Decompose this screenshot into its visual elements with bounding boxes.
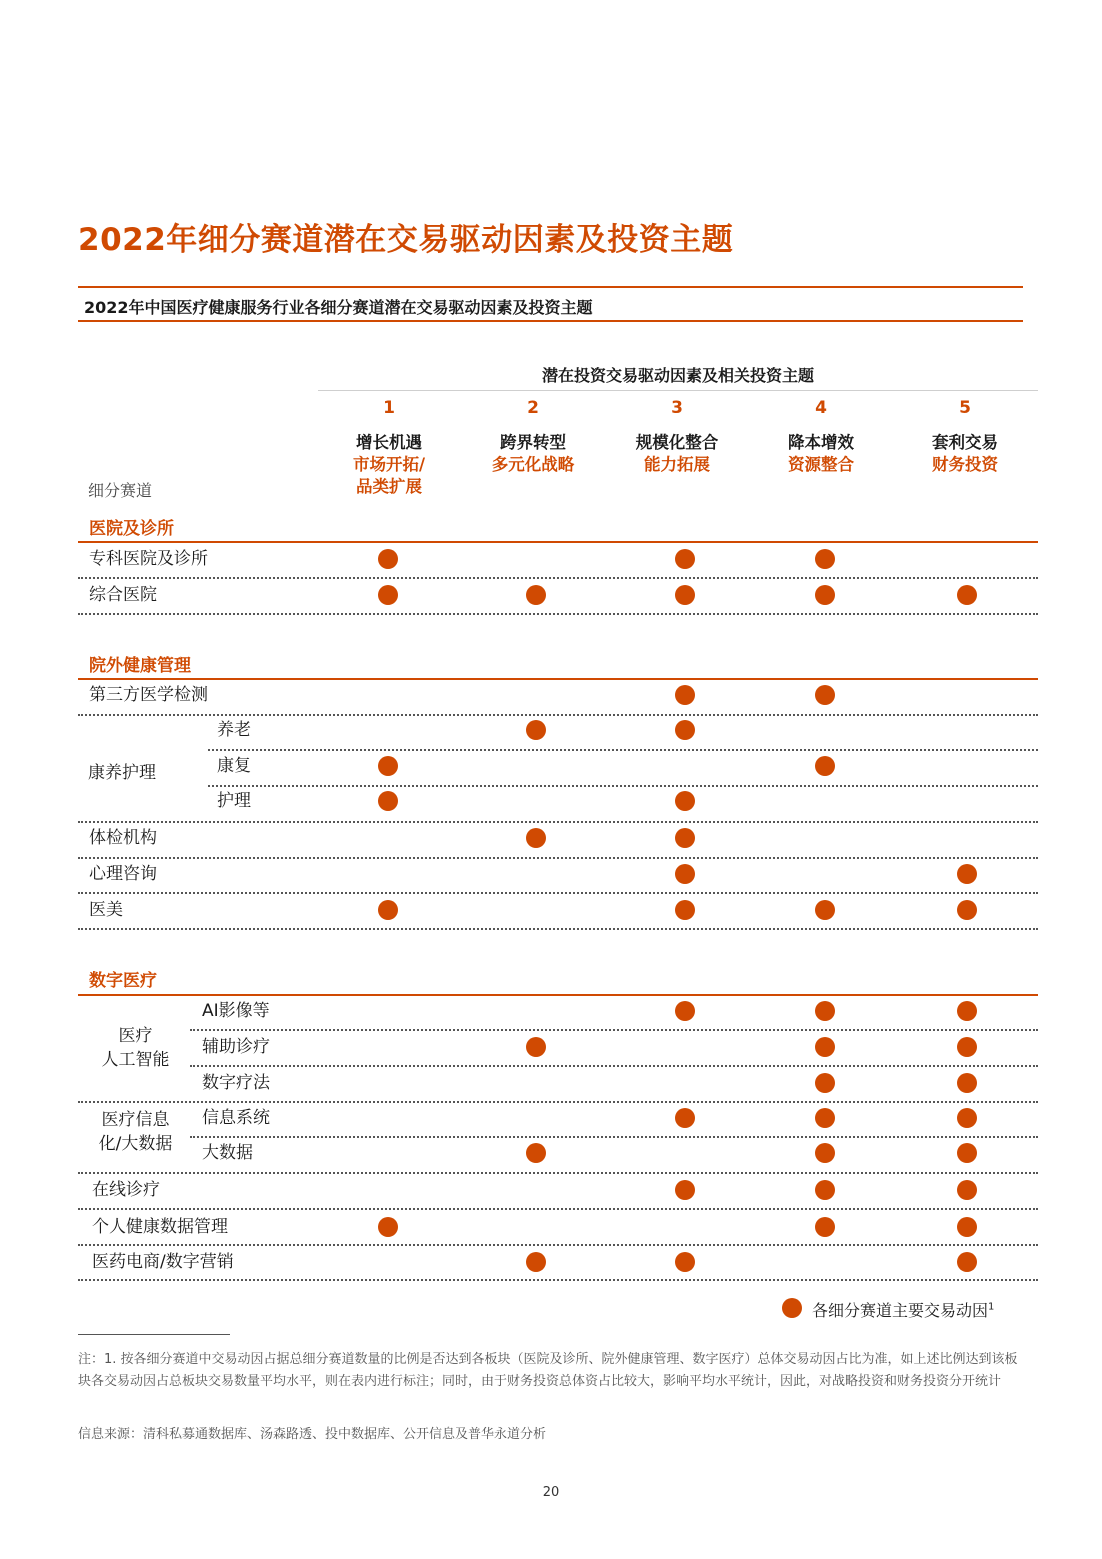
legend-label xyxy=(812,1298,994,1321)
page-number: 20 xyxy=(542,1485,560,1500)
driver-mark-dot xyxy=(957,1180,977,1200)
row-divider xyxy=(78,714,1038,716)
footnote-separator xyxy=(78,1334,230,1335)
driver-mark-dot xyxy=(675,828,695,848)
driver-mark-dot xyxy=(957,1143,977,1163)
driver-mark-dot xyxy=(815,585,835,605)
row-divider xyxy=(78,1101,1038,1103)
driver-mark-dot xyxy=(957,1037,977,1057)
driver-mark-dot xyxy=(815,1108,835,1128)
driver-mark-dot xyxy=(815,1037,835,1057)
driver-mark-dot xyxy=(675,720,695,740)
column-subtitle: 资源整合 xyxy=(788,455,854,474)
subtitle-bottom-rule xyxy=(78,320,1023,322)
driver-mark-dot xyxy=(675,864,695,884)
driver-mark-dot xyxy=(378,1217,398,1237)
table-subtitle: 2022年中国医疗健康服务行业各细分赛道潜在交易驱动因素及投资主题 xyxy=(84,298,593,317)
column-group-rule xyxy=(318,390,1038,391)
driver-mark-dot xyxy=(815,1180,835,1200)
group-label-kangyang: 康养护理 xyxy=(88,763,156,783)
driver-mark-dot xyxy=(957,1252,977,1272)
row-label: 体检机构 xyxy=(89,828,157,848)
column-subtitle: 能力拓展 xyxy=(644,455,710,474)
column-subtitle: 多元化战略 xyxy=(491,455,575,474)
column-number: 4 xyxy=(815,398,827,418)
column-subtitle: 市场开拓/ xyxy=(352,455,426,474)
group-label-line: 医疗信息 xyxy=(101,1110,170,1130)
row-label: 数字疗法 xyxy=(202,1073,270,1093)
driver-mark-dot xyxy=(378,900,398,920)
group-label-line: 医疗 xyxy=(118,1026,153,1046)
row-divider xyxy=(78,1172,1038,1174)
row-divider xyxy=(208,785,1038,787)
row-divider xyxy=(208,749,1038,751)
driver-mark-dot xyxy=(675,1001,695,1021)
driver-mark-dot xyxy=(675,1180,695,1200)
driver-mark-dot xyxy=(526,1252,546,1272)
row-divider xyxy=(190,1065,1038,1067)
row-label: 医美 xyxy=(89,900,123,920)
column-header-3 xyxy=(612,398,742,476)
driver-mark-dot xyxy=(675,549,695,569)
row-header-label: 细分赛道 xyxy=(88,481,153,500)
row-label: 第三方医学检测 xyxy=(89,685,208,705)
row-label: 康复 xyxy=(217,756,251,776)
driver-mark-dot xyxy=(675,1252,695,1272)
footnote-text: 注：1. 按各细分赛道中交易动因占据总细分赛道数量的比例是否达到各板块（医院及诊所、院外健康管理、数字医疗）总体交易动因占比为准，如上述比例达到该板块各交易动因占总板块交易数量平均水平，则在表内进行标注；同时，由于财务投资总体资占比较大，影响平均水平统计，因此，对战略投资和财务投资分开统计 xyxy=(78,1352,1018,1389)
driver-mark-dot xyxy=(815,756,835,776)
row-label: 辅助诊疗 xyxy=(202,1037,270,1057)
column-header-1 xyxy=(324,398,454,498)
section-digital-health: 数字医疗 xyxy=(89,971,157,991)
section-hospitals: 医院及诊所 xyxy=(89,519,174,539)
column-number: 5 xyxy=(959,398,971,418)
column-subtitle: 财务投资 xyxy=(932,455,998,474)
column-header-2 xyxy=(468,398,598,476)
row-label: AI影像等 xyxy=(202,1001,270,1021)
section-rule xyxy=(78,541,1038,543)
section-outpatient-health: 院外健康管理 xyxy=(89,656,191,676)
row-divider xyxy=(78,577,1038,579)
column-header-5 xyxy=(900,398,1030,476)
driver-mark-dot xyxy=(957,585,977,605)
column-title: 降本增效 xyxy=(788,433,854,452)
column-number: 1 xyxy=(383,398,395,418)
source-text: 信息来源：清科私募通数据库、汤森路透、投中数据库、公开信息及普华永道分析 xyxy=(78,1427,547,1442)
group-label-medical-ai xyxy=(88,1024,183,1072)
row-label: 养老 xyxy=(217,720,251,740)
driver-mark-dot xyxy=(815,1073,835,1093)
row-label: 在线诊疗 xyxy=(92,1180,160,1200)
column-title: 规模化整合 xyxy=(635,433,719,452)
row-label: 专科医院及诊所 xyxy=(89,549,208,569)
driver-mark-dot xyxy=(815,685,835,705)
row-divider xyxy=(78,821,1038,823)
column-title: 跨界转型 xyxy=(500,433,566,452)
section-rule xyxy=(78,994,1038,996)
row-divider xyxy=(190,1136,1038,1138)
driver-mark-dot xyxy=(815,900,835,920)
row-label: 个人健康数据管理 xyxy=(92,1217,228,1237)
driver-mark-dot xyxy=(815,1001,835,1021)
driver-mark-dot xyxy=(675,791,695,811)
row-divider xyxy=(78,613,1038,615)
driver-mark-dot xyxy=(526,828,546,848)
driver-mark-dot xyxy=(957,900,977,920)
section-rule xyxy=(78,678,1038,680)
driver-mark-dot xyxy=(378,549,398,569)
row-label: 大数据 xyxy=(202,1143,253,1163)
driver-mark-dot xyxy=(815,549,835,569)
row-label: 信息系统 xyxy=(202,1108,270,1128)
group-label-line: 化/大数据 xyxy=(98,1134,173,1154)
group-label-medical-info xyxy=(88,1108,183,1156)
column-title: 套利交易 xyxy=(932,433,998,452)
legend-dot-icon xyxy=(782,1298,802,1318)
row-divider xyxy=(78,1279,1038,1281)
driver-mark-dot xyxy=(526,720,546,740)
driver-mark-dot xyxy=(815,1143,835,1163)
legend-text: 各细分赛道主要交易动因 xyxy=(812,1301,989,1320)
driver-mark-dot xyxy=(675,1108,695,1128)
driver-mark-dot xyxy=(378,585,398,605)
row-divider xyxy=(78,1208,1038,1210)
driver-mark-dot xyxy=(378,791,398,811)
column-group-header: 潜在投资交易驱动因素及相关投资主题 xyxy=(541,366,814,385)
driver-mark-dot xyxy=(675,685,695,705)
driver-mark-dot xyxy=(526,1143,546,1163)
driver-mark-dot xyxy=(957,1217,977,1237)
row-label: 综合医院 xyxy=(89,585,157,605)
row-label: 护理 xyxy=(217,791,251,811)
driver-mark-dot xyxy=(526,585,546,605)
driver-mark-dot xyxy=(957,1108,977,1128)
row-divider xyxy=(78,857,1038,859)
row-divider xyxy=(190,1029,1038,1031)
column-subtitle-2: 品类扩展 xyxy=(356,477,422,496)
legend-footnote-ref: 1 xyxy=(988,1301,995,1313)
driver-mark-dot xyxy=(526,1037,546,1057)
column-number: 2 xyxy=(527,398,539,418)
driver-mark-dot xyxy=(675,900,695,920)
driver-mark-dot xyxy=(675,585,695,605)
row-label: 医药电商/数字营销 xyxy=(92,1252,234,1272)
column-header-4 xyxy=(756,398,886,476)
column-title: 增长机遇 xyxy=(356,433,422,452)
driver-mark-dot xyxy=(815,1217,835,1237)
page-title: 2022年细分赛道潜在交易驱动因素及投资主题 xyxy=(78,222,734,258)
row-divider xyxy=(78,892,1038,894)
subtitle-top-rule xyxy=(78,286,1023,288)
row-label: 心理咨询 xyxy=(89,864,157,884)
driver-mark-dot xyxy=(957,1001,977,1021)
row-divider xyxy=(78,1244,1038,1246)
column-number: 3 xyxy=(671,398,683,418)
driver-mark-dot xyxy=(957,864,977,884)
driver-mark-dot xyxy=(378,756,398,776)
group-label-line: 人工智能 xyxy=(101,1050,170,1070)
driver-mark-dot xyxy=(957,1073,977,1093)
row-divider xyxy=(78,928,1038,930)
